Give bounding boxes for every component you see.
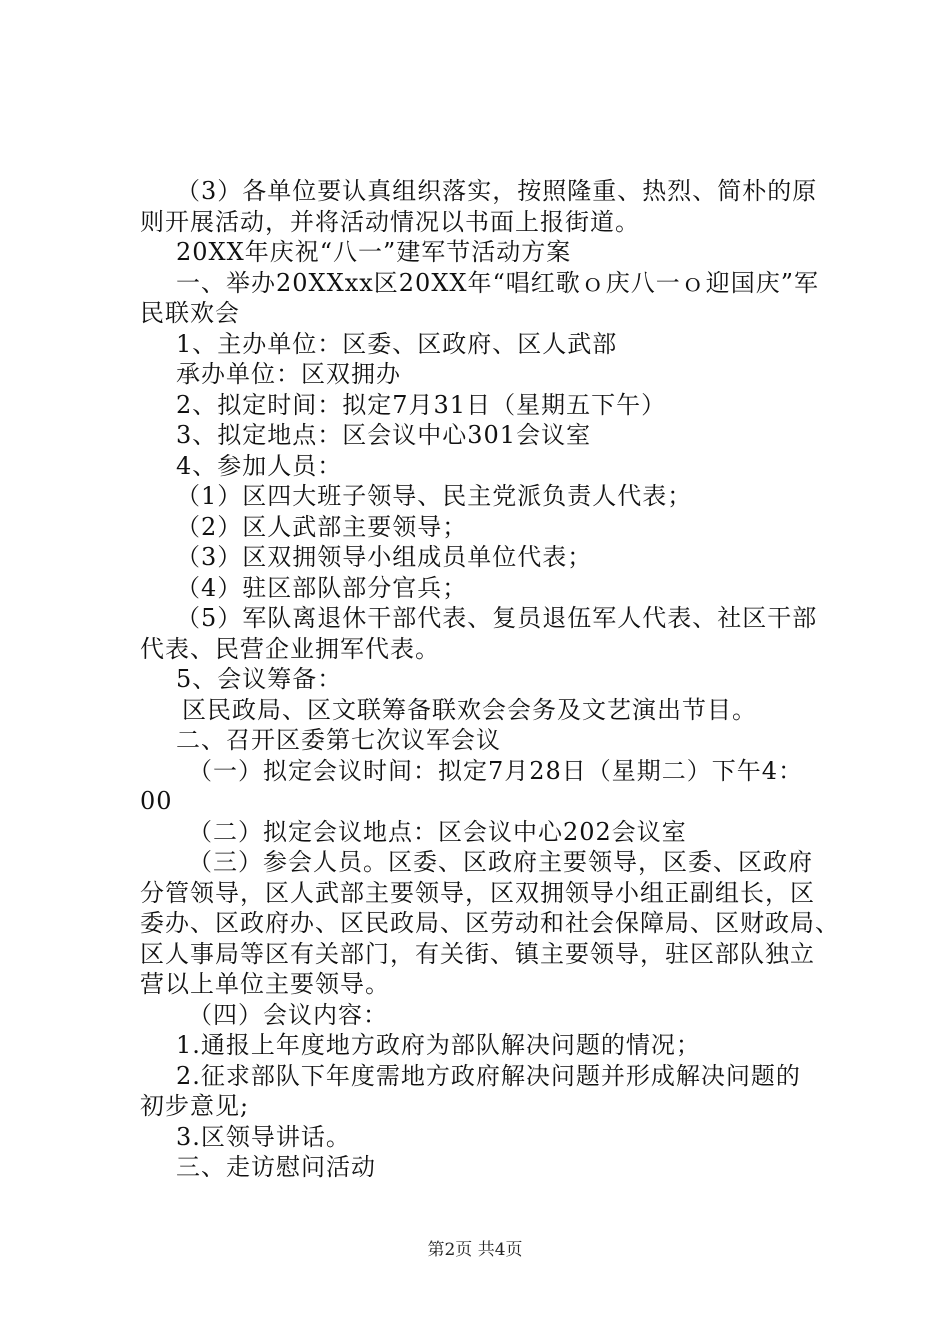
text-line: （二）拟定会议地点：区会议中心202会议室	[188, 817, 687, 846]
text-line: （一）拟定会议时间：拟定7月28日（星期二）下午4：	[188, 756, 804, 785]
text-line: 3.区领导讲话。	[176, 1122, 351, 1151]
text-line: （4）驻区部队部分官兵；	[176, 573, 468, 602]
document-body	[140, 176, 840, 1183]
text-line: 5、会议筹备：	[176, 665, 343, 693]
text-line: （1）区四大班子领导、民主党派负责人代表；	[176, 482, 693, 510]
text-line: 2、拟定时间：拟定7月31日（星期五下午）	[176, 390, 667, 419]
text-line: 委办、区政府办、区民政局、区劳动和社会保障局、区财政局、	[140, 909, 840, 937]
text-line: （2）区人武部主要领导；	[176, 512, 468, 541]
text-line: 二、召开区委第七次议军会议	[176, 726, 501, 754]
text-line: 代表、民营企业拥军代表。	[140, 634, 440, 663]
text-line: 三、走访慰问活动	[176, 1153, 376, 1181]
text-line: （四）会议内容：	[188, 1000, 388, 1029]
text-line: （3）区双拥领导小组成员单位代表；	[176, 543, 593, 571]
text-line: 3、拟定地点：区会议中心301会议室	[176, 421, 592, 449]
text-line: 1.通报上年度地方政府为部队解决问题的情况；	[176, 1031, 701, 1059]
page-footer	[0, 1239, 950, 1261]
text-line: 2.征求部队下年度需地方政府解决问题并形成解决问题的	[176, 1061, 801, 1090]
text-line: （5）军队离退休干部代表、复员退伍军人代表、社区干部	[176, 604, 818, 632]
text-line: 区人事局等区有关部门，有关街、镇主要领导，驻区部队独立	[140, 939, 815, 968]
text-line: 分管领导，区人武部主要领导，区双拥领导小组正副组长，区	[140, 878, 815, 907]
text-line: （3）各单位要认真组织落实，按照隆重、热烈、简朴的原	[176, 177, 818, 205]
page-number-label: 第2页 共4页	[427, 1240, 523, 1260]
text-line: 承办单位：区双拥办	[176, 360, 401, 388]
text-line: 20XX年庆祝“八一”建军节活动方案	[176, 238, 572, 266]
text-line: 4、参加人员：	[176, 451, 343, 480]
text-line: 民联欢会	[140, 299, 240, 327]
text-line: 1、主办单位：区委、区政府、区人武部	[176, 329, 618, 358]
text-line: 一、举办20XXxx区20XX年“唱红歌ｏ庆八一ｏ迎国庆”军	[176, 268, 820, 297]
text-line: 则开展活动，并将活动情况以书面上报街道。	[140, 207, 640, 236]
text-line: 00	[140, 787, 173, 815]
text-line: （三）参会人员。区委、区政府主要领导，区委、区政府	[188, 848, 813, 876]
text-line: 初步意见;	[140, 1092, 250, 1120]
text-line: 区民政局、区文联筹备联欢会会务及文艺演出节目。	[182, 695, 757, 724]
text-line: 营以上单位主要领导。	[140, 970, 390, 998]
